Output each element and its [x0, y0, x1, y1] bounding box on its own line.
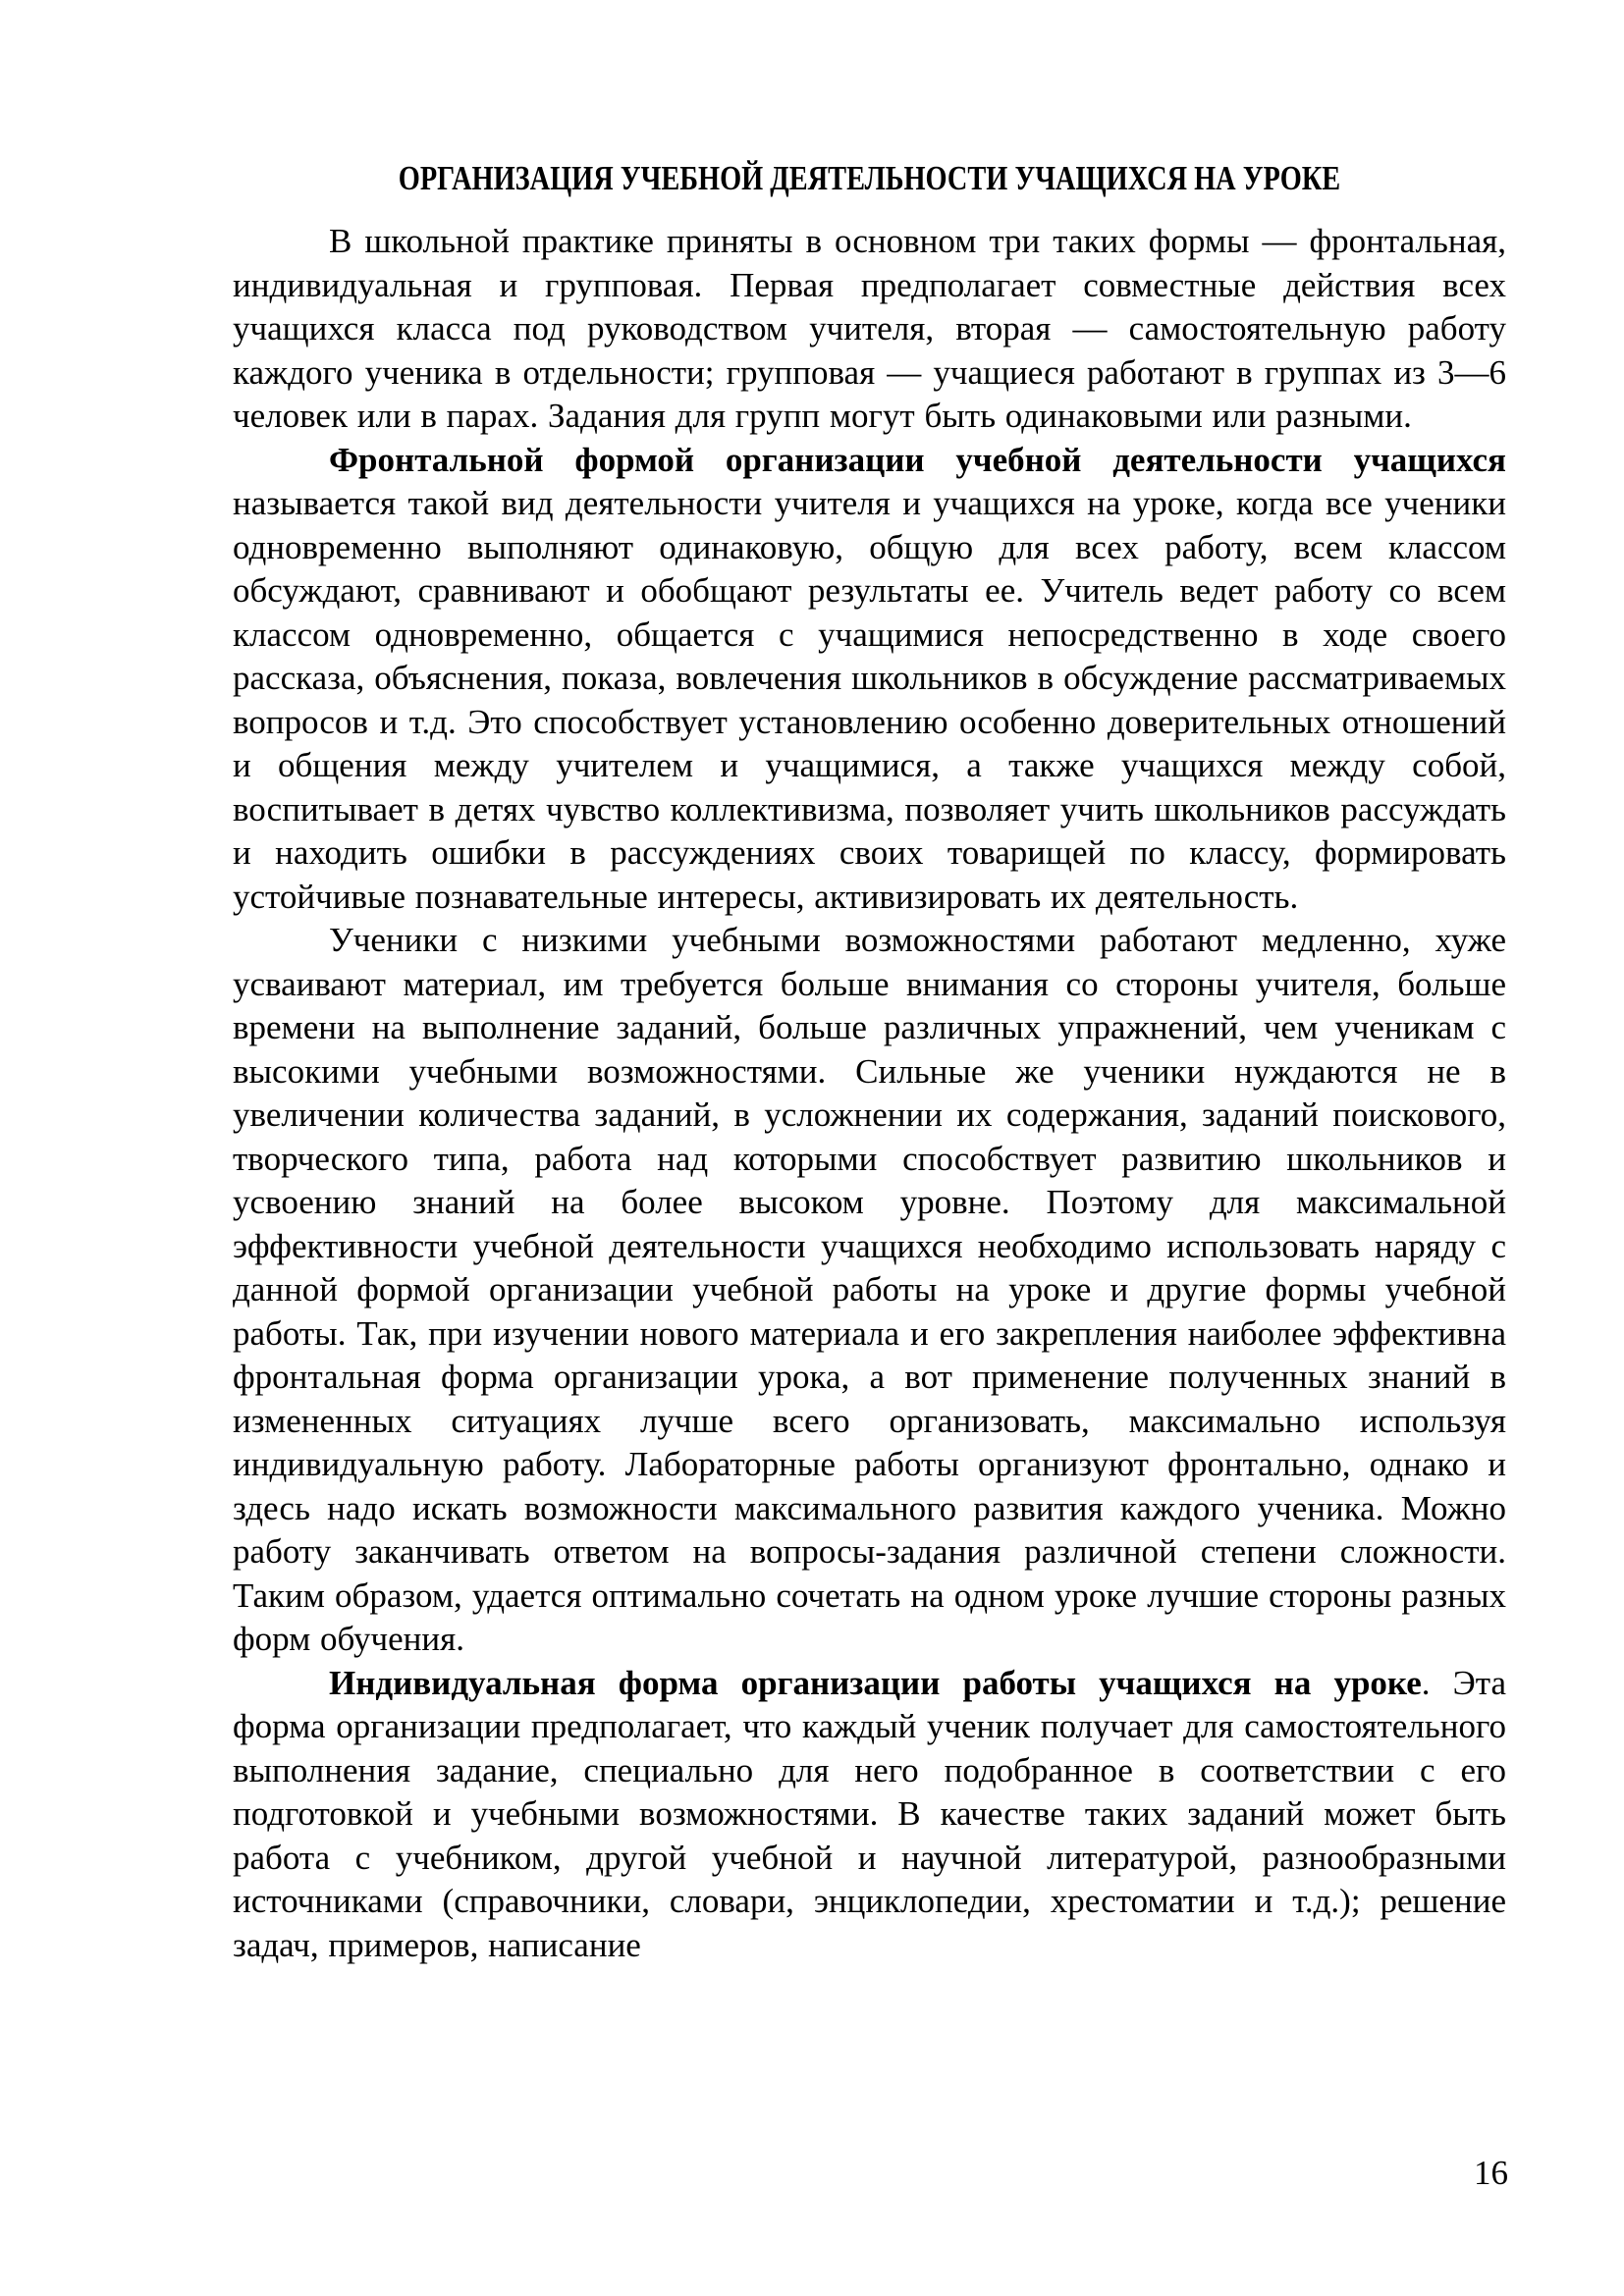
- text-run-bold: Индивидуальная форма организации работы учащихся на уроке: [329, 1663, 1422, 1702]
- paragraph-individual-form: [233, 1662, 1506, 1968]
- text-run: Ученики с низкими учебными возможностями работают медленно, хуже усваивают материал, им требуется больше внимания со стороны учителя, больше времени на выполнение заданий, больше различных упражнений, чем ученикам с высокими учебными возможностями. Сильные же ученики нуждаются не в увеличении количества заданий, в усложнении их содержания, заданий поискового, творческого типа, работа над которыми способствует развитию школьников и усвоению знаний на более высоком уровне. Поэтому для максимальной эффективности учебной деятельности учащихся необходимо использовать наряду с данной формой организации учебной работы на уроке и другие формы учебной работы. Так, при изучении нового материала и его закрепления наиболее эффективна фронтальная форма организации урока, а вот применение полученных знаний в измененных ситуациях лучше всего организовать, максимально используя индивидуальную работу. Лабораторные работы организуют фронтально, однако и здесь надо искать возможности максимального развития каждого ученика. Можно работу заканчивать ответом на вопросы-задания различной степени сложности. Таким образом, удается оптимально сочетать на одном уроке лучшие стороны разных форм обучения.: [233, 921, 1506, 1658]
- text-run-bold: Фронтальной формой организации учебной деятельности учащихся: [329, 440, 1506, 479]
- text-run: называется такой вид деятельности учителя и учащихся на уроке, когда все ученики одновременно выполняют одинаковую, общую для всех работу, всем классом обсуждают, сравнивают и обобщают результаты ее. Учитель ведет работу со всем классом одновременно, общается с учащимися непосредственно в ходе своего рассказа, объяснения, показа, вовлечения школьников в обсуждение рассматриваемых вопросов и т.д. Это способствует установлению особенно доверительных отношений и общения между учителем и учащимися, а также учащихся между собой, воспитывает в детях чувство коллективизма, позволяет учить школьников рассуждать и находить ошибки в рассуждениях своих товарищей по классу, формировать устойчивые познавательные интересы, активизировать их деятельность.: [233, 484, 1506, 916]
- document-content: [233, 157, 1506, 1967]
- paragraph-forms-overview: [233, 220, 1506, 439]
- text-run: В школьной практике приняты в основном три таких формы — фронтальная, индивидуальная и групповая. Первая предполагает совместные действия всех учащихся класса под руководством учителя, вторая — самостоятельную работу каждого ученика в отдельности; групповая — учащиеся работают в группах из 3—6 человек или в парах. Задания для групп могут быть одинаковыми или разными.: [233, 222, 1506, 435]
- text-run: . Эта форма организации предполагает, что каждый ученик получает для самостоятельного выполнения задание, специально для него подобранное в соответствии с его подготовкой и учебными возможностями. В качестве таких заданий может быть работа с учебником, другой учебной и научной литературой, разнообразными источниками (справочники, словари, энциклопедии, хрестоматии и т.д.); решение задач, примеров, написание: [233, 1663, 1506, 1964]
- document-title: ОРГАНИЗАЦИЯ УЧЕБНОЙ ДЕЯТЕЛЬНОСТИ УЧАЩИХСЯ НА УРОКЕ: [398, 159, 1341, 197]
- paragraph-frontal-form: [233, 439, 1506, 920]
- paragraph-student-abilities: [233, 919, 1506, 1662]
- page-number: 16: [1474, 2154, 1508, 2192]
